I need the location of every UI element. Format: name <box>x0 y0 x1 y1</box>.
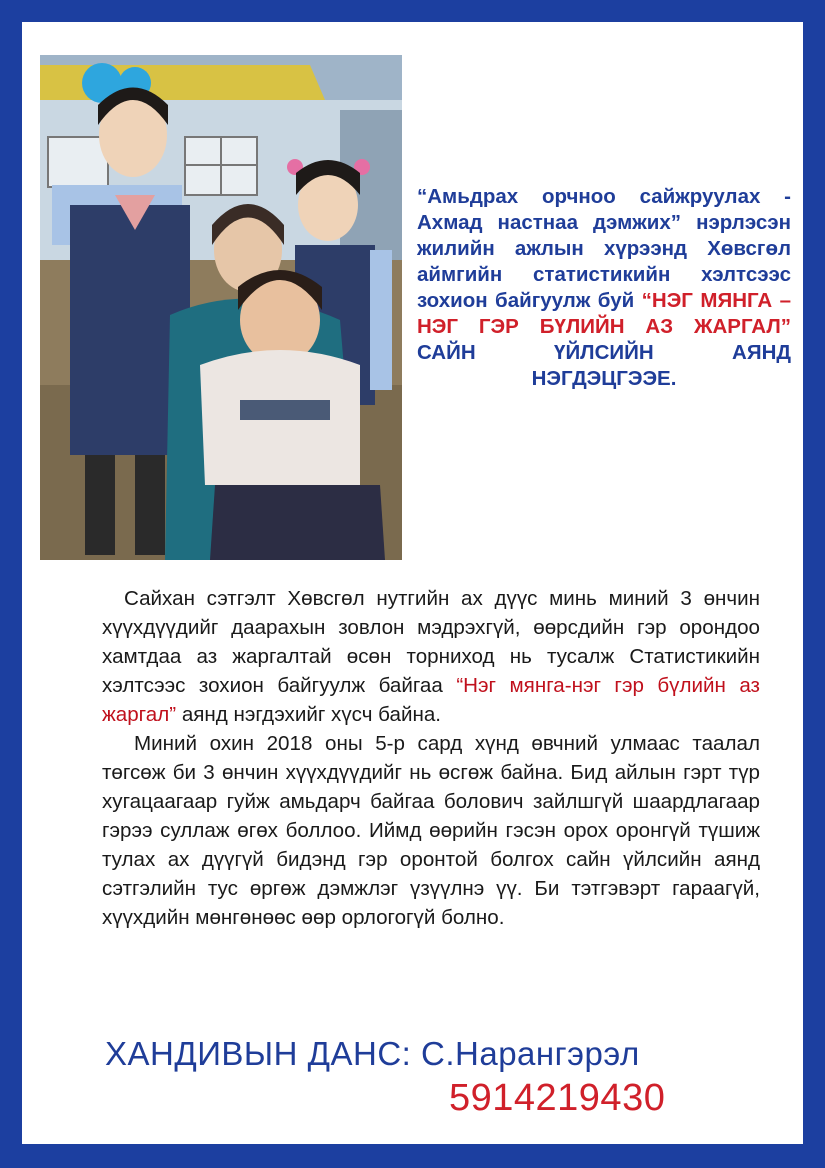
donation-account-label: ХАНДИВЫН ДАНС: С.Нарангэрэл <box>105 1035 640 1072</box>
intro-call-a: САЙН ҮЙЛСИЙН АЯНД <box>417 341 791 364</box>
donation-account-number: 5914219430 <box>449 1077 666 1119</box>
paragraph-1-text: Сайхан сэтгэлт Хөвсгөл нутгийн ах дүүс минь миний 3 өнчин хүүхдүүдийг даарахын зовлон мэдрэхгүй, өөрсдийн гэр орондоо хамтдаа аз жаргалтай өсөн торниход нь тусалж Статистикийн хэлтсээс зохион байгуулж байгаа <box>102 587 760 697</box>
campaign-intro <box>417 184 791 392</box>
intro-body: нэрлэсэн жилийн ажлын хүрээнд Хөвсгөл аймгийн статистикийн хэлтсээс зохион байгуулж буй <box>417 211 791 312</box>
intro-call-b: НЭГДЭЦГЭЭЕ. <box>531 367 677 390</box>
intro-campaign-name: “НЭГ МЯНГА –НЭГ ГЭР БҮЛИЙН АЗ ЖАРГАЛ” <box>417 289 791 338</box>
paragraph-1-end: аянд нэгдэхийг хүсч байна. <box>181 703 441 726</box>
paragraph-2: Миний охин 2018 оны 5-р сард хүнд өвчний улмаас таалал төгсөж би 3 өнчин хүүхдүүдийг нь өсгөж байна. Бид айлын гэрт түр хугацаагаар гуйж амьдарч байгаа болович зайлшгүй шаардлагаар гэрээ суллаж өгөх боллоо. Иймд өөрийн гэсэн орох оронгүй түшиж тулах ах дүүгүй бидэнд гэр оронтой болгох сайн үйлсийн аянд сэтгэлийн тус өргөж дэмжлэг үзүүлнэ үү. Би тэтгэвэрт гараагүй, хүүхдийн мөнгөнөөс өөр орлогогүй болно. <box>102 732 760 929</box>
intro-quote: “Амьдрах орчноо сайжруулах - Ахмад настнаа дэмжих” <box>417 185 791 234</box>
family-photo-illustration <box>40 55 402 560</box>
letter-body <box>102 584 760 932</box>
flyer-sheet <box>22 22 803 1144</box>
family-photo <box>40 55 402 560</box>
paragraph-1 <box>102 584 760 729</box>
paragraph-1-campaign: “Нэг мянга-нэг гэр бүлийн аз жаргал” <box>102 674 760 726</box>
